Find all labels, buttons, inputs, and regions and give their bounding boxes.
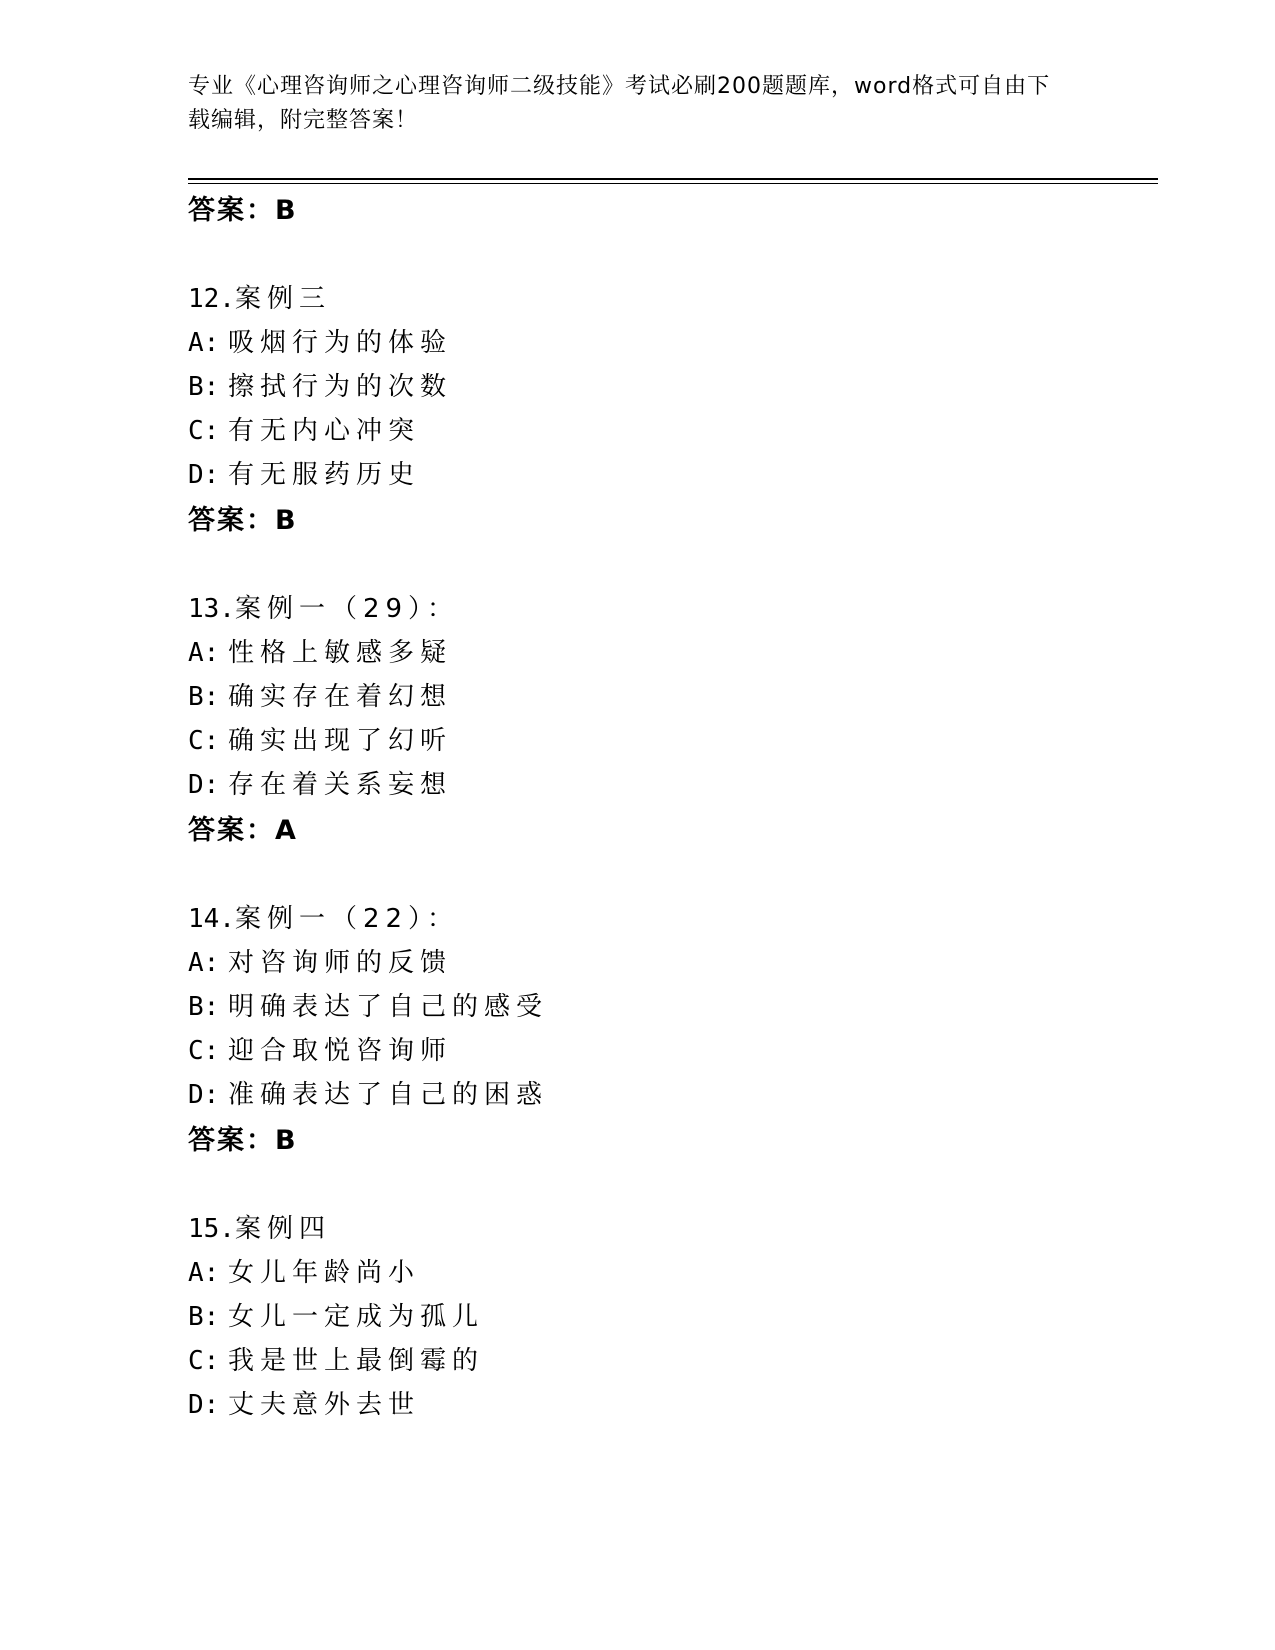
option-key: A: [188,1258,220,1288]
option-b [188,986,548,1023]
option-text: 有无服药历史 [228,460,421,490]
option-key: B: [188,1302,220,1332]
option-b [188,1296,484,1333]
option-d [188,764,452,801]
option-b [188,366,452,403]
option-a [188,942,452,979]
option-c [188,410,420,447]
question-number: 14. [188,904,235,934]
option-text: 性格上敏感多疑 [228,638,453,668]
option-key: A: [188,328,220,358]
option-text: 女儿年龄尚小 [228,1258,421,1288]
option-key: D: [188,1390,220,1420]
option-text: 准确表达了自己的困惑 [228,1080,549,1110]
option-key: C: [188,726,220,756]
question-text: 案例一（29）： [234,594,460,624]
option-text: 丈夫意外去世 [228,1390,421,1420]
question-number: 15. [188,1214,235,1244]
question-number: 12. [188,284,235,314]
document-header: 专业《心理咨询师之心理咨询师二级技能》考试必刷200题题库，word格式可自由下载编辑，附完整答案！ [188,74,1051,133]
question-text: 案例四 [234,1214,331,1244]
option-b [188,676,452,713]
header-divider-thin [188,183,1158,184]
answer-line: 答案：B [188,505,298,536]
option-text: 我是世上最倒霉的 [228,1346,485,1376]
option-a [188,632,452,669]
option-key: A: [188,948,220,978]
option-text: 迎合取悦咨询师 [228,1036,453,1066]
option-key: C: [188,416,220,446]
option-key: A: [188,638,220,668]
option-text: 明确表达了自己的感受 [228,992,549,1022]
option-key: B: [188,682,220,712]
question-number: 13. [188,594,235,624]
option-c [188,1340,484,1377]
option-d [188,1384,420,1421]
question-text: 案例一（22）： [234,904,460,934]
option-key: D: [188,460,220,490]
option-a [188,1252,420,1289]
option-key: D: [188,770,220,800]
option-c [188,720,452,757]
option-d [188,1074,548,1111]
option-text: 对咨询师的反馈 [228,948,453,978]
option-text: 有无内心冲突 [228,416,421,446]
question-title [188,1208,331,1245]
option-text: 吸烟行为的体验 [228,328,453,358]
header-divider-thick [188,178,1158,180]
option-key: B: [188,992,220,1022]
option-key: C: [188,1346,220,1376]
answer-line: 答案：A [188,815,298,846]
option-text: 女儿一定成为孤儿 [228,1302,485,1332]
option-d [188,454,420,491]
question-title [188,588,459,625]
question-text: 案例三 [234,284,331,314]
option-text: 存在着关系妄想 [228,770,453,800]
option-key: B: [188,372,220,402]
option-text: 确实出现了幻听 [228,726,453,756]
option-a [188,322,452,359]
option-key: C: [188,1036,220,1066]
answer-line: 答案：B [188,1125,298,1156]
question-title [188,898,459,935]
previous-answer: 答案：B [188,195,298,226]
option-text: 确实存在着幻想 [228,682,453,712]
option-c [188,1030,452,1067]
option-text: 擦拭行为的次数 [228,372,453,402]
question-title [188,278,331,315]
option-key: D: [188,1080,220,1110]
